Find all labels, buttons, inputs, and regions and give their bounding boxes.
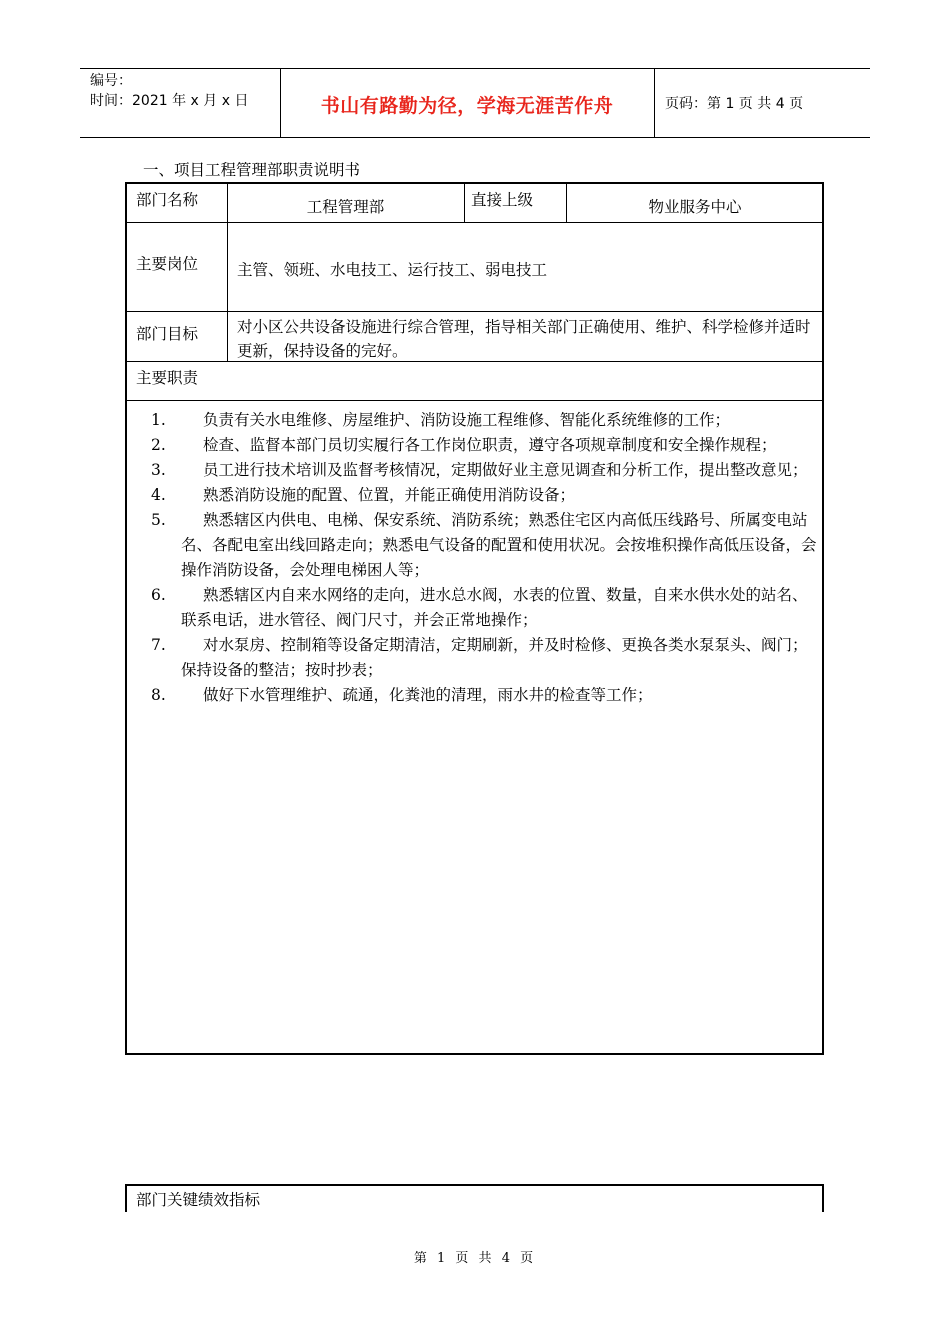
document-number-label: 编号： <box>90 73 132 89</box>
list-item-text: 负责有关水电维修、房屋维护、消防设施工程维修、智能化系统维修的工作； <box>203 411 731 429</box>
positions-value: 主管、领班、水电技工、运行技工、弱电技工 <box>237 261 548 279</box>
header-divider <box>654 69 655 137</box>
list-item-text: 熟悉消防设施的配置、位置，并能正确使用消防设备； <box>203 486 576 504</box>
superior-value: 物业服务中心 <box>648 198 742 216</box>
dept-name-label: 部门名称 <box>136 191 199 209</box>
kpi-table <box>125 1184 824 1212</box>
list-item <box>147 433 819 458</box>
positions-label: 主要岗位 <box>136 255 199 273</box>
goal-value: 对小区公共设备设施进行综合管理，指导相关部门正确使用、维护、科学检修并适时更新，保持设备的完好。 <box>237 318 811 360</box>
list-item-number: 6. <box>151 586 166 604</box>
list-item-number: 2. <box>151 436 166 454</box>
document-date: 时间：2021 年 x 月 x 日 <box>90 93 249 109</box>
list-item <box>147 633 819 683</box>
table-row-divider <box>127 311 822 312</box>
header-meta <box>90 71 280 111</box>
section-title: 一、项目工程管理部职责说明书 <box>143 161 361 179</box>
header-page-number: 页码：第 1 页 共 4 页 <box>665 96 804 112</box>
superior-label: 直接上级 <box>471 191 534 209</box>
dept-name-value: 工程管理部 <box>306 198 385 216</box>
list-item-number: 8. <box>151 686 166 704</box>
page-footer: 第 1 页 共 4 页 <box>413 1251 537 1266</box>
list-item <box>147 458 819 483</box>
list-item-text: 对水泵房、控制箱等设备定期清洁，定期刷新，并及时检修、更换各类水泵泵头、阀门；保持设备的整洁；按时抄表； <box>181 636 808 679</box>
list-item-number: 7. <box>151 636 166 654</box>
list-item-number: 4. <box>151 486 166 504</box>
duties-list <box>147 408 819 708</box>
list-item-text: 熟悉辖区内供电、电梯、保安系统、消防系统；熟悉住宅区内高低压线路号、所属变电站名、各配电室出线回路走向；熟悉电气设备的配置和使用状况。会按堆积操作高低压设备，会操作消防设备，会处理电梯困人等； <box>181 511 817 579</box>
page-header <box>80 68 870 138</box>
list-item <box>147 408 819 433</box>
list-item <box>147 683 819 708</box>
table-col-divider <box>464 184 465 222</box>
list-item-text: 做好下水管理维护、疏通，化粪池的清理，雨水井的检查等工作； <box>203 686 653 704</box>
list-item-text: 员工进行技术培训及监督考核情况，定期做好业主意见调查和分析工作，提出整改意见； <box>203 461 808 479</box>
list-item-number: 5. <box>151 511 166 529</box>
header-motto: 书山有路勤为径，学海无涯苦作舟 <box>320 95 614 117</box>
list-item-number: 1. <box>151 411 166 429</box>
list-item <box>147 483 819 508</box>
list-item-number: 3. <box>151 461 166 479</box>
goal-label: 部门目标 <box>136 325 199 343</box>
list-item <box>147 508 819 583</box>
list-item-text: 检查、监督本部门员切实履行各工作岗位职责，遵守各项规章制度和安全操作规程； <box>203 436 777 454</box>
responsibility-table <box>125 182 824 1055</box>
table-row-divider <box>127 400 822 401</box>
list-item <box>147 583 819 633</box>
table-row-divider <box>127 222 822 223</box>
kpi-label: 部门关键绩效指标 <box>136 1191 261 1209</box>
duties-label: 主要职责 <box>136 369 199 387</box>
list-item-text: 熟悉辖区内自来水网络的走向，进水总水阀，水表的位置、数量，自来水供水处的站名、联系电话，进水管径、阀门尺寸，并会正常地操作； <box>181 586 808 629</box>
